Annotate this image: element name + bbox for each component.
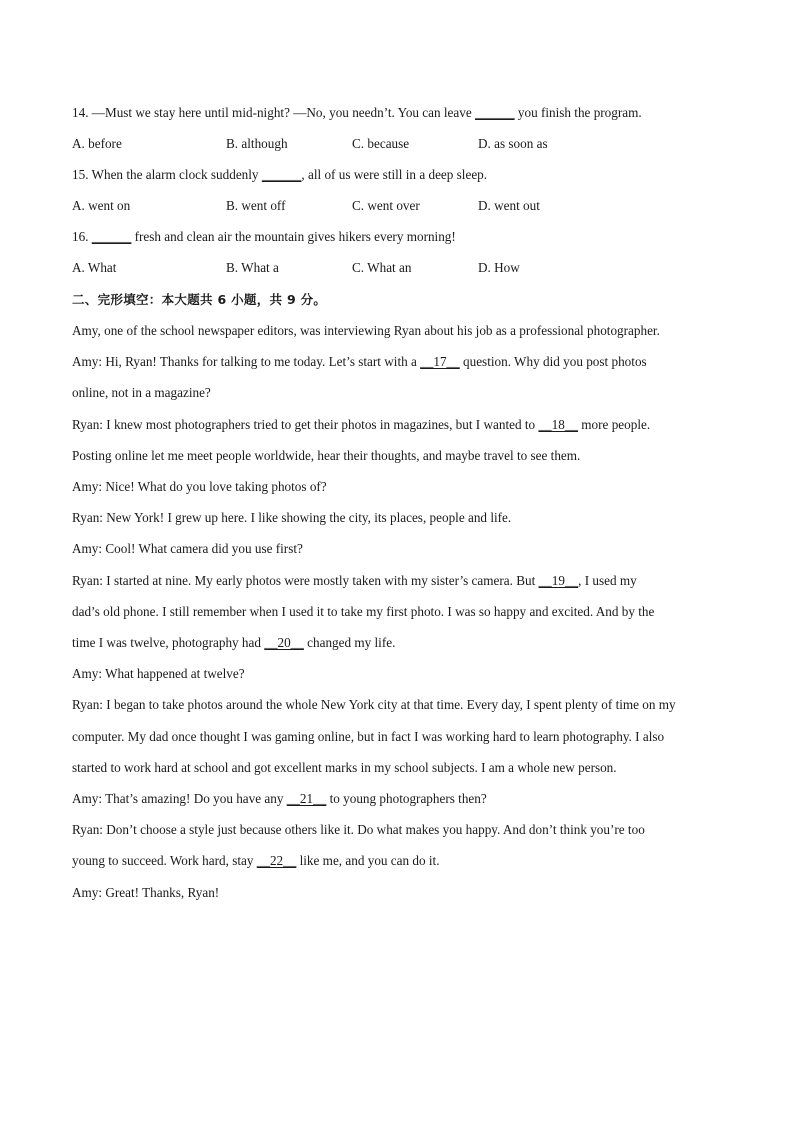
blank-22: __22__ [256, 853, 297, 868]
question-14-stem-start: 14. —Must we stay here until mid-night? —No, you needn’t. You can leave [72, 105, 476, 120]
question-14-option-a: A. before [72, 136, 122, 151]
blank-21: __21__ [286, 791, 327, 806]
passage-line-1 [72, 354, 647, 370]
passage-line-8-end: , I used my [578, 573, 637, 588]
question-16-option-d: D. How [478, 260, 520, 275]
section-heading: 二、完形填空：本大题共 6 小题，共 9 分。 [72, 292, 327, 307]
passage-line-14: started to work hard at school and got excellent marks in my school subjects. I am a whole new person. [72, 760, 617, 775]
question-15-option-a: A. went on [72, 198, 131, 213]
question-16-option-a: A. What [72, 260, 117, 275]
question-15-blank: ______ [261, 167, 302, 182]
passage-line-18: Amy: Great! Thanks, Ryan! [72, 885, 220, 900]
question-14-option-c: C. because [352, 136, 410, 151]
passage-line-11: Amy: What happened at twelve? [72, 666, 245, 681]
passage-line-10-start: time I was twelve, photography had [72, 635, 265, 650]
passage-line-17-end: like me, and you can do it. [296, 853, 440, 868]
question-16-stem-end: fresh and clean air the mountain gives hikers every morning! [131, 229, 456, 244]
passage-line-3-end: more people. [578, 417, 651, 432]
passage-line-16: Ryan: Don’t choose a style just because others like it. Do what makes you happy. And don’t think you’re too [72, 822, 645, 837]
question-14-option-b: B. although [226, 136, 288, 151]
passage-line-10-end: changed my life. [303, 635, 396, 650]
passage-line-3 [72, 417, 650, 433]
blank-20: __20__ [264, 635, 304, 650]
passage-line-10 [72, 635, 395, 651]
passage-intro: Amy, one of the school newspaper editors, was interviewing Ryan about his job as a professional photographer. [72, 323, 660, 338]
passage-line-15-end: to young photographers then? [326, 791, 487, 806]
question-15-stem-end: , all of us were still in a deep sleep. [301, 167, 488, 182]
passage-line-8-start: Ryan: I started at nine. My early photos were mostly taken with my sister’s camera. But [72, 573, 539, 588]
question-16-option-b: B. What a [226, 260, 279, 275]
passage-line-13: computer. My dad once thought I was gaming online, but in fact I was working hard to learn photography. I also [72, 729, 665, 744]
question-15-option-d: D. went out [478, 198, 540, 213]
question-16 [72, 229, 456, 245]
blank-19: __19__ [538, 573, 579, 588]
question-15-options [72, 198, 712, 214]
question-16-option-c: C. What an [352, 260, 412, 275]
passage-line-12: Ryan: I began to take photos around the whole New York city at that time. Every day, I spent plenty of time on my [72, 697, 676, 712]
passage-line-17-start: young to succeed. Work hard, stay [72, 853, 257, 868]
passage-line-7: Amy: Cool! What camera did you use first? [72, 541, 303, 556]
question-16-blank: ______ [91, 229, 132, 244]
question-15-option-b: B. went off [226, 198, 286, 213]
passage-line-3-start: Ryan: I knew most photographers tried to get their photos in magazines, but I wanted to [72, 417, 539, 432]
passage-line-1-start: Amy: Hi, Ryan! Thanks for talking to me today. Let’s start with a [72, 354, 421, 369]
question-15-stem-start: 15. When the alarm clock suddenly [72, 167, 262, 182]
passage-line-9: dad’s old phone. I still remember when I used it to take my first photo. I was so happy and excited. And by the [72, 604, 655, 619]
passage-line-17 [72, 853, 440, 869]
question-14-stem-end: you finish the program. [514, 105, 642, 120]
question-14 [72, 105, 642, 121]
question-16-options [72, 260, 712, 276]
passage-line-15 [72, 791, 487, 807]
question-14-blank: ______ [475, 105, 515, 120]
passage-line-15-start: Amy: That’s amazing! Do you have any [72, 791, 287, 806]
question-14-options [72, 136, 712, 152]
blank-18: __18__ [538, 417, 578, 432]
passage-line-5: Amy: Nice! What do you love taking photos of? [72, 479, 327, 494]
question-15 [72, 167, 487, 183]
passage-line-4: Posting online let me meet people worldwide, hear their thoughts, and maybe travel to see them. [72, 448, 581, 463]
passage-line-1-end: question. Why did you post photos [459, 354, 647, 369]
passage-line-2: online, not in a magazine? [72, 385, 211, 400]
question-15-option-c: C. went over [352, 198, 420, 213]
question-14-option-d: D. as soon as [478, 136, 548, 151]
blank-17: __17__ [420, 354, 460, 369]
passage-line-8 [72, 573, 637, 589]
passage-line-6: Ryan: New York! I grew up here. I like showing the city, its places, people and life. [72, 510, 512, 525]
question-16-stem-start: 16. [72, 229, 92, 244]
